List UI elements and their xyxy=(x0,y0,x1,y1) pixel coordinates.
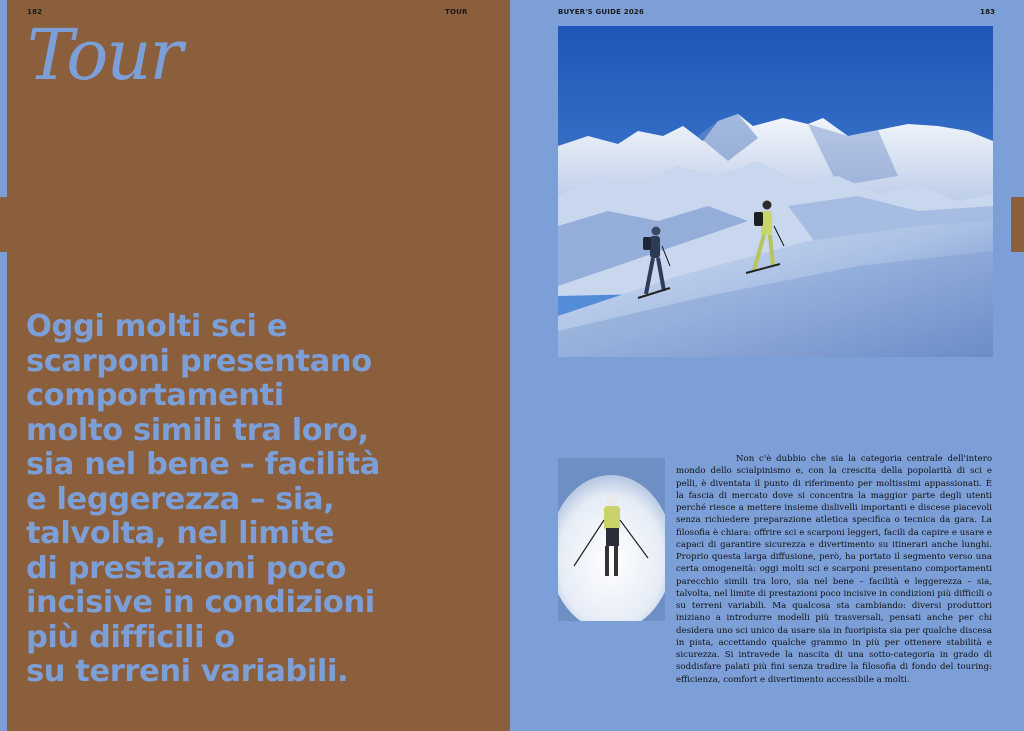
article-body: Non c'è dubbio che sia la categoria centrale dell'intero mondo dello scialpinismo e, con la crescita della popolarità di sci e pelli, è diventata il punto di riferimento per moltissimi appassionati. È la fascia di mercato dove si concentra la maggior parte degli utenti perché riesce a mettere insieme dislivelli importanti e discese piacevoli senza richiedere preparazione atletica specifica o tecnica da gara. La filosofia è chiara: offrire sci e scarponi leggeri, facili da capire e usare e capaci di garantire sicurezza e divertimento su itinerari anche lunghi. Proprio questa larga diffusione, però, ha portato il segmento verso una certa omogeneità: oggi molti sci e scarponi presentano comportamenti parecchio simili tra loro, sia nel bene – facilità e leggerezza – sia, talvolta, nel limite di prestazioni poco incisive in condizioni più difficili o su terreni variabili. Ma qualcosa sta cambiando: diversi produttori iniziano a introdurre modelli più trasversali, pensati anche per chi desidera uno sci unico da usare sia in fuoripista sia per qualche discesa in pista, accettando qualche grammo in più per ottenere stabilità e sicurezza. Si intravede la nascita di una sotto-categoria in grado di soddisfare palati più fini senza tradire la filosofia di fondo del touring: efficienza, comfort e divertimento accessibile a molti. xyxy=(676,454,992,685)
right-page-number: 183 xyxy=(980,8,996,16)
page-title: Tour xyxy=(27,14,181,96)
powder-skier-photo xyxy=(558,458,665,621)
left-edge-strip-bottom xyxy=(0,252,7,731)
right-edge-tab xyxy=(1011,197,1024,252)
left-page-number: 182 xyxy=(27,8,43,16)
pull-quote: Oggi molti sci e scarponi presentano comportamenti molto simili tra loro, sia nel bene – facilità e leggerezza – sia, talvolta, nel limite di prestazioni poco incisive in condizioni più difficili o su terreni variabili. xyxy=(26,309,380,689)
left-edge-strip-top xyxy=(0,0,7,197)
left-running-head: TOUR xyxy=(445,8,468,16)
right-running-head: BUYER'S GUIDE 2026 xyxy=(558,8,645,16)
ski-touring-photo xyxy=(558,26,993,357)
